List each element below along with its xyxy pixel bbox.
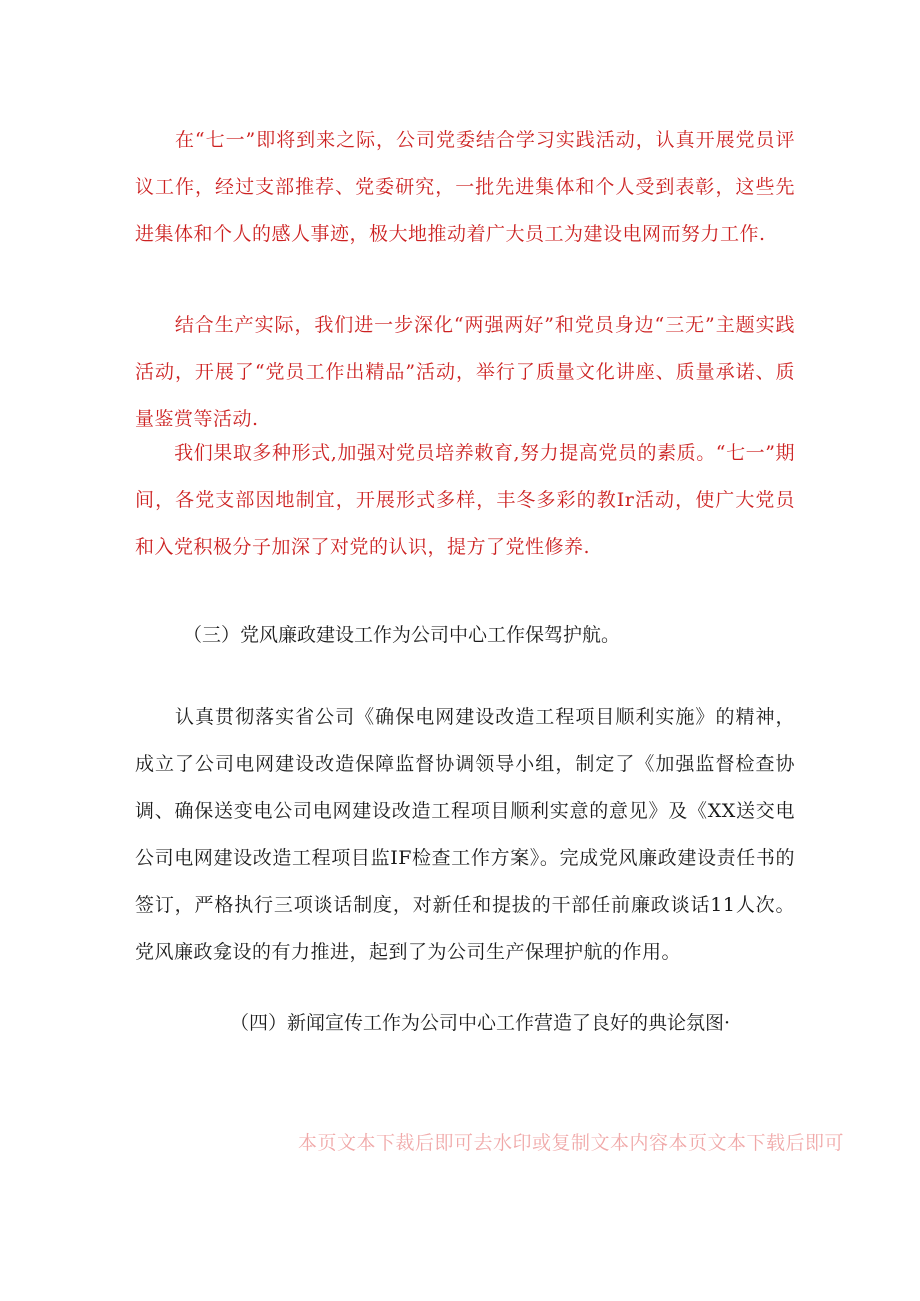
paragraph-integrity-construction: 认真贯彻落实省公司《确保电网建设改造工程项目顺利实施》的精神，成立了公司电网建设改造保障监督协调领导小组，制定了《加强监督检查协调、确保送变电公司电网建设改造工程项目顺利实意的意见》及《XX送交电公司电网建设改造工程项目监IF检查工作方案》。完成党风廉政建设责任书的签订，严格执行三项谈话制度，对新任和提拔的干部任前廉政谈话11人次。党风廉政龛设的有力推进，起到了为公司生产保理护航的作用。 [135, 706, 795, 963]
paragraph-production-practice: 结合生产实际，我们进一步深化“两强两好”和党员身边“三无”主题实践活动，开展了“党员工作出精品”活动，举行了质量文化讲座、质量承诺、质量鉴赏等活动. [135, 314, 795, 430]
paragraph-party-education: 我们果取多种形式,加强对党员培养敕育,努力提高党员的素质。“七一”期间，各党支部因地制宜，开展形式多样，丰冬多彩的教Ir活动，使广大党员和入党积极分子加深了对党的认识，提方了党性修养. [135, 442, 795, 558]
section-heading-3: （三）党风廉政建设工作为公司中心工作保驾护航。 [183, 624, 621, 646]
section-heading-4: （四）新闻宣传工作为公司中心工作营造了良好的典论氛图· [230, 1012, 731, 1034]
watermark-text: 本页文本下裁后即可去水印或复制文本内容本页文本下载后即可 [298, 1132, 845, 1154]
paragraph-qiyi-commendation: 在“七一”即将到来之际，公司党委结合学习实践活动，认真开展党员评议工作，经过支部推荐、党委研究，一批先进集体和个人受到表彰，这些先进集体和个人的感人事迹，极大地推动着广大员工为建设电网而努力工作. [135, 129, 795, 245]
